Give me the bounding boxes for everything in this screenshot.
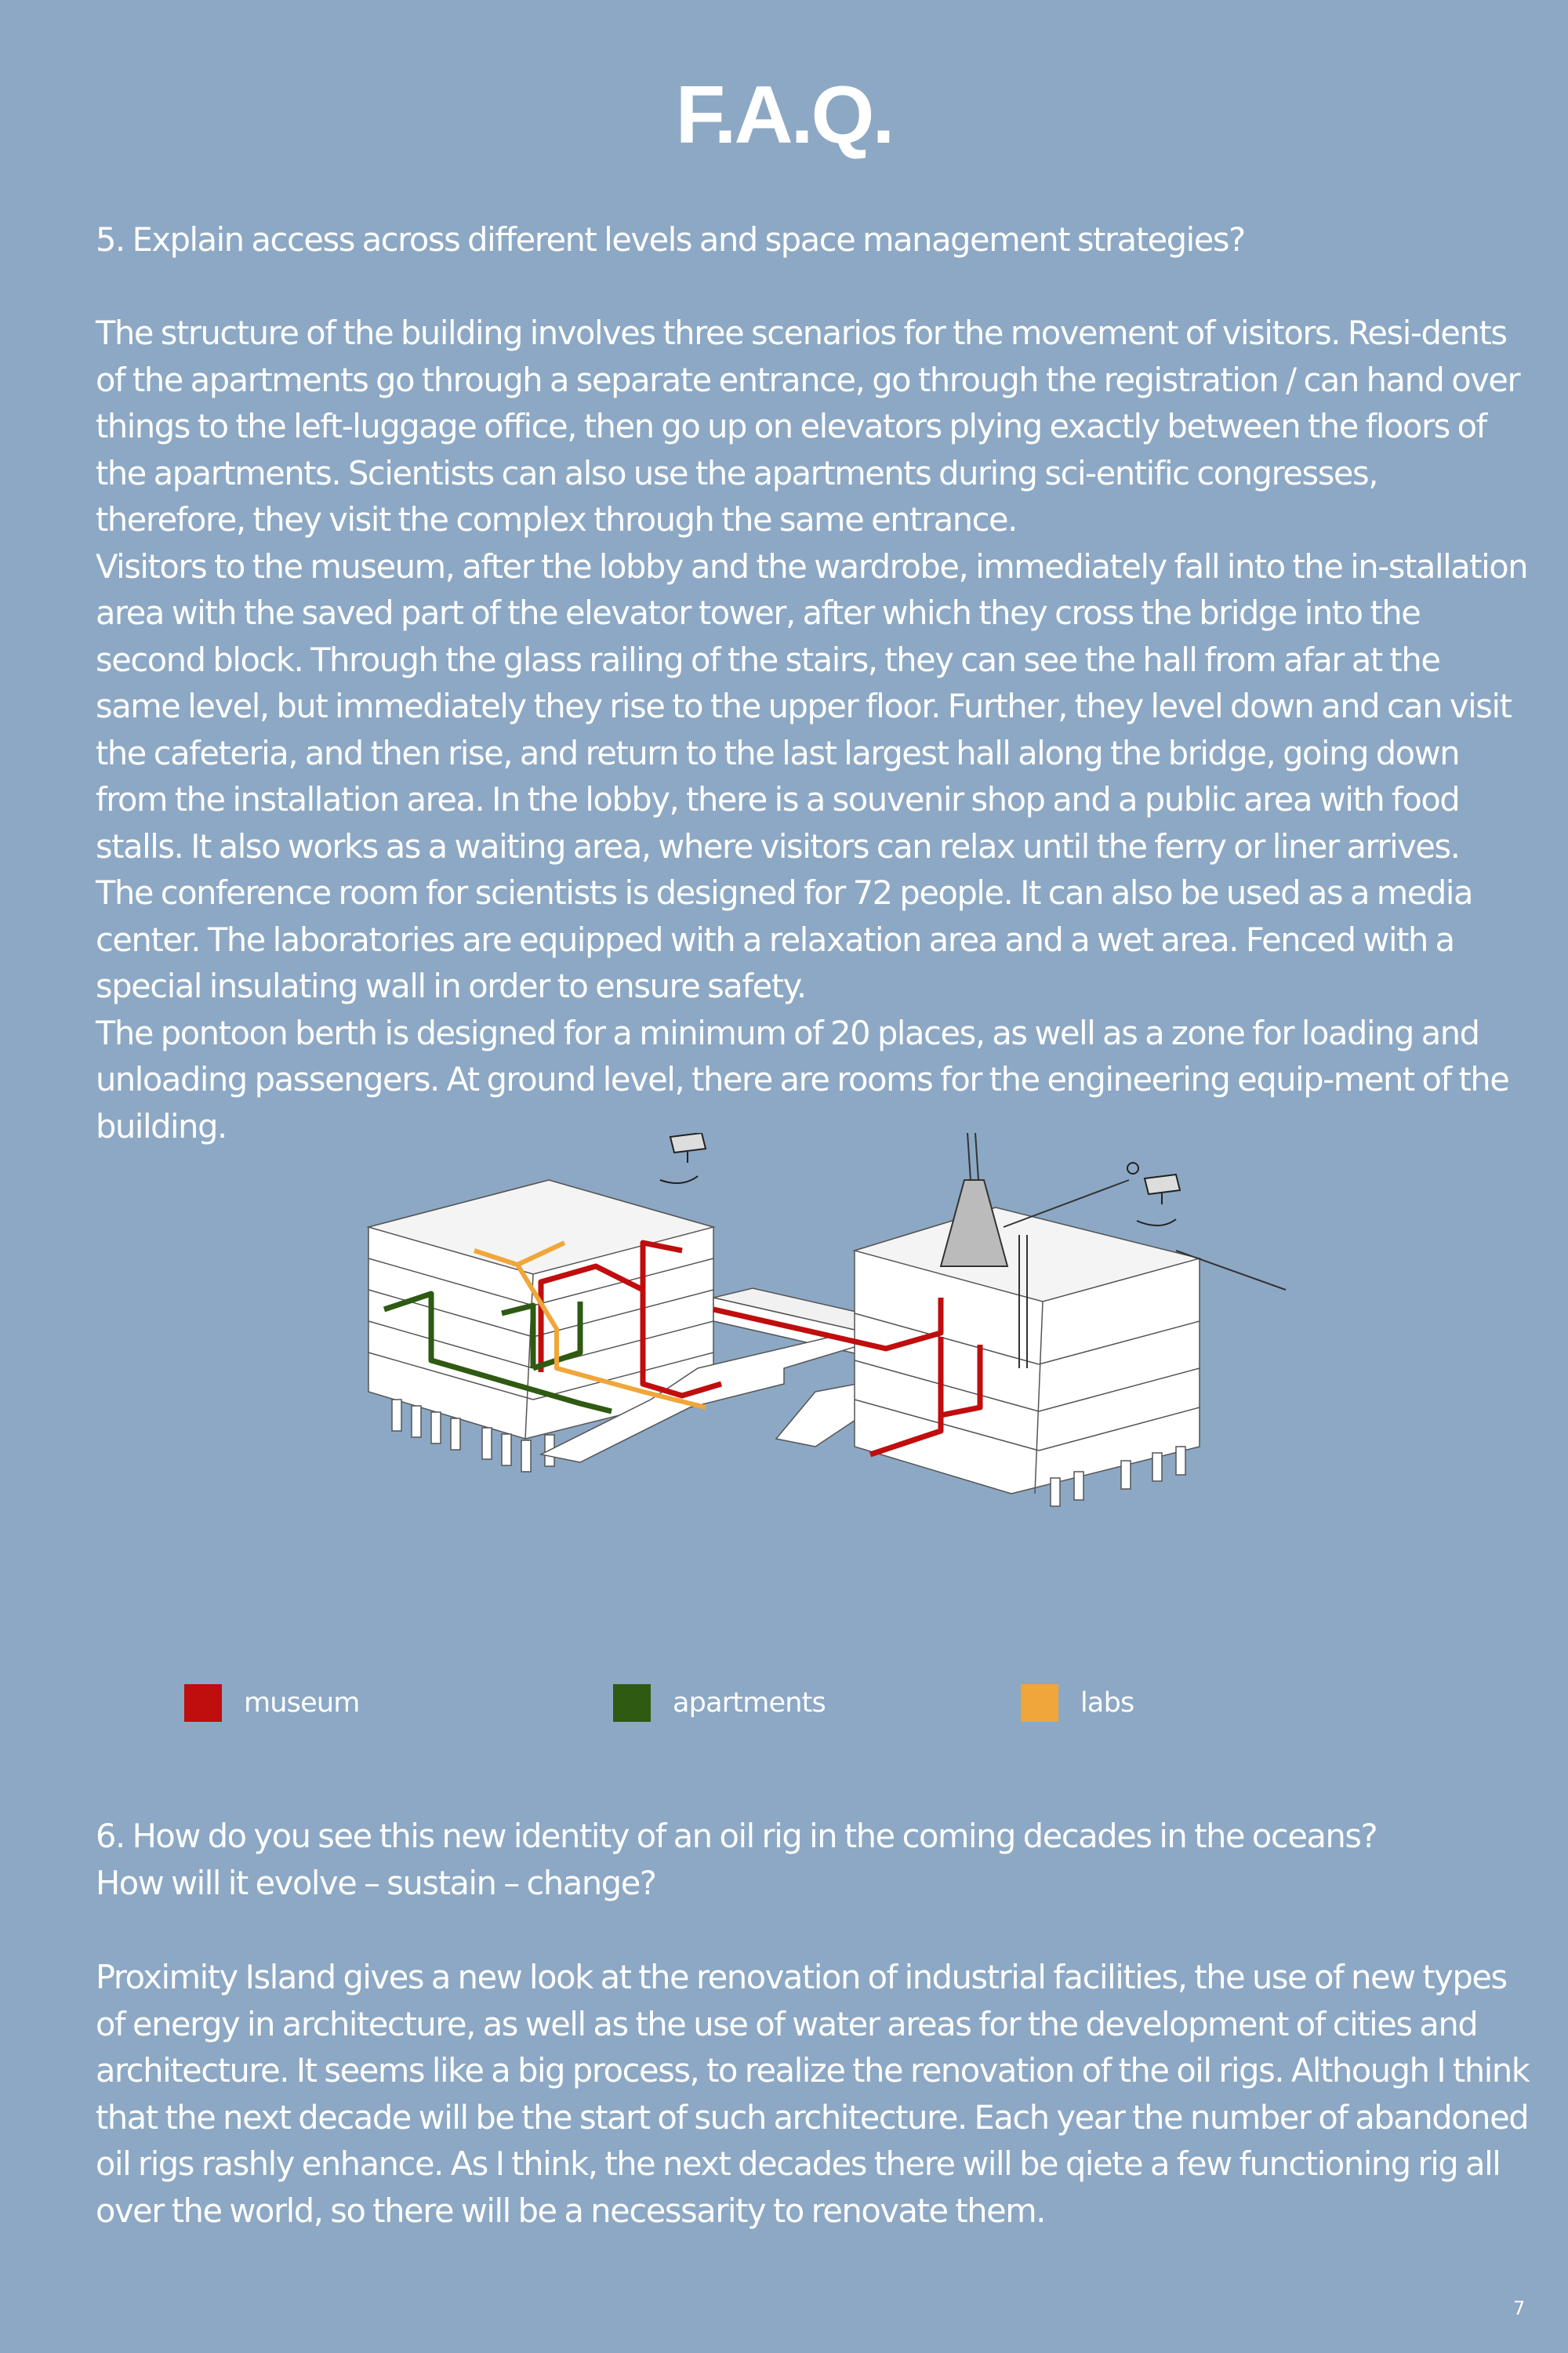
- question-6: [96, 1813, 1530, 1906]
- answer-5-paragraph: Visitors to the museum, after the lobby and the wardrobe, immediately fall into the in-stallation area with the saved part of the elevator tower, after which they cross the bridge into the second block. Through the glass railing of the stairs, they can see the hall from afar at the same level, but immediately they rise to the upper floor. Further, they level down and can visit the cafeteria, and then rise, and return to the last largest hall along the bridge, going down from the installation area. In the lobby, there is a souvenir shop and a public area with food stalls. It also works as a waiting area, where visitors can relax until the ferry or liner arrives.: [96, 546, 1528, 866]
- legend-swatch: [1021, 1684, 1058, 1722]
- building-circulation-diagram: [345, 1133, 1301, 1635]
- page-title: F.A.Q.: [675, 70, 893, 161]
- answer-6: [96, 1954, 1530, 2234]
- question-6-line: How will it evolve – sustain – change?: [96, 1863, 656, 1902]
- answer-5-paragraph: The structure of the building involves three scenarios for the movement of visitors. Resi-dents of the apartments go through a separate entrance, go through the registration / can hand over things to the left-luggage office, then go up on elevators plying exactly between the floors of the apartments. Scientists can also use the apartments during sci-entific congresses, therefore, they visit the complex through the same entrance.: [96, 314, 1520, 539]
- question-5-text: 5. Explain access across different levels and space management strategies?: [96, 220, 1245, 259]
- answer-5-paragraph: The conference room for scientists is designed for 72 people. It can also be used as a media center. The laboratories are equipped with a relaxation area and a wet area. Fenced with a special insulating wall in order to ensure safety.: [96, 873, 1473, 1005]
- legend-swatch: [613, 1684, 651, 1722]
- solar-panel-icon: [1127, 1163, 1180, 1226]
- legend-label: labs: [1080, 1687, 1134, 1719]
- answer-5-paragraph: The pontoon berth is designed for a minimum of 20 places, as well as a zone for loading and unloading passengers. At ground level, there are rooms for the engineering equip-ment of the building.: [96, 1013, 1509, 1146]
- answer-5: [96, 310, 1530, 1149]
- page-number: 7: [1513, 2297, 1526, 2319]
- legend-label: apartments: [673, 1687, 826, 1719]
- answer-6-paragraph: Proximity Island gives a new look at the renovation of industrial facilities, the use of new types of energy in architecture, as well as the use of water areas for the development of cities and architecture. It seems like a big process, to realize the renovation of the oil rigs. Although I think that the next decade will be the start of such architecture. Each year the number of abandoned oil rigs rashly enhance. As I think, the next decades there will be qiete a few functioning rig all over the world, so there will be a necessarity to renovate them.: [96, 1958, 1530, 2230]
- solar-panel-icon: [653, 1133, 706, 1183]
- question-5: [96, 216, 1530, 263]
- legend-swatch: [184, 1684, 222, 1722]
- question-6-line: 6. How do you see this new identity of an oil rig in the coming decades in the oceans?: [96, 1817, 1377, 1855]
- legend-label: museum: [244, 1687, 360, 1719]
